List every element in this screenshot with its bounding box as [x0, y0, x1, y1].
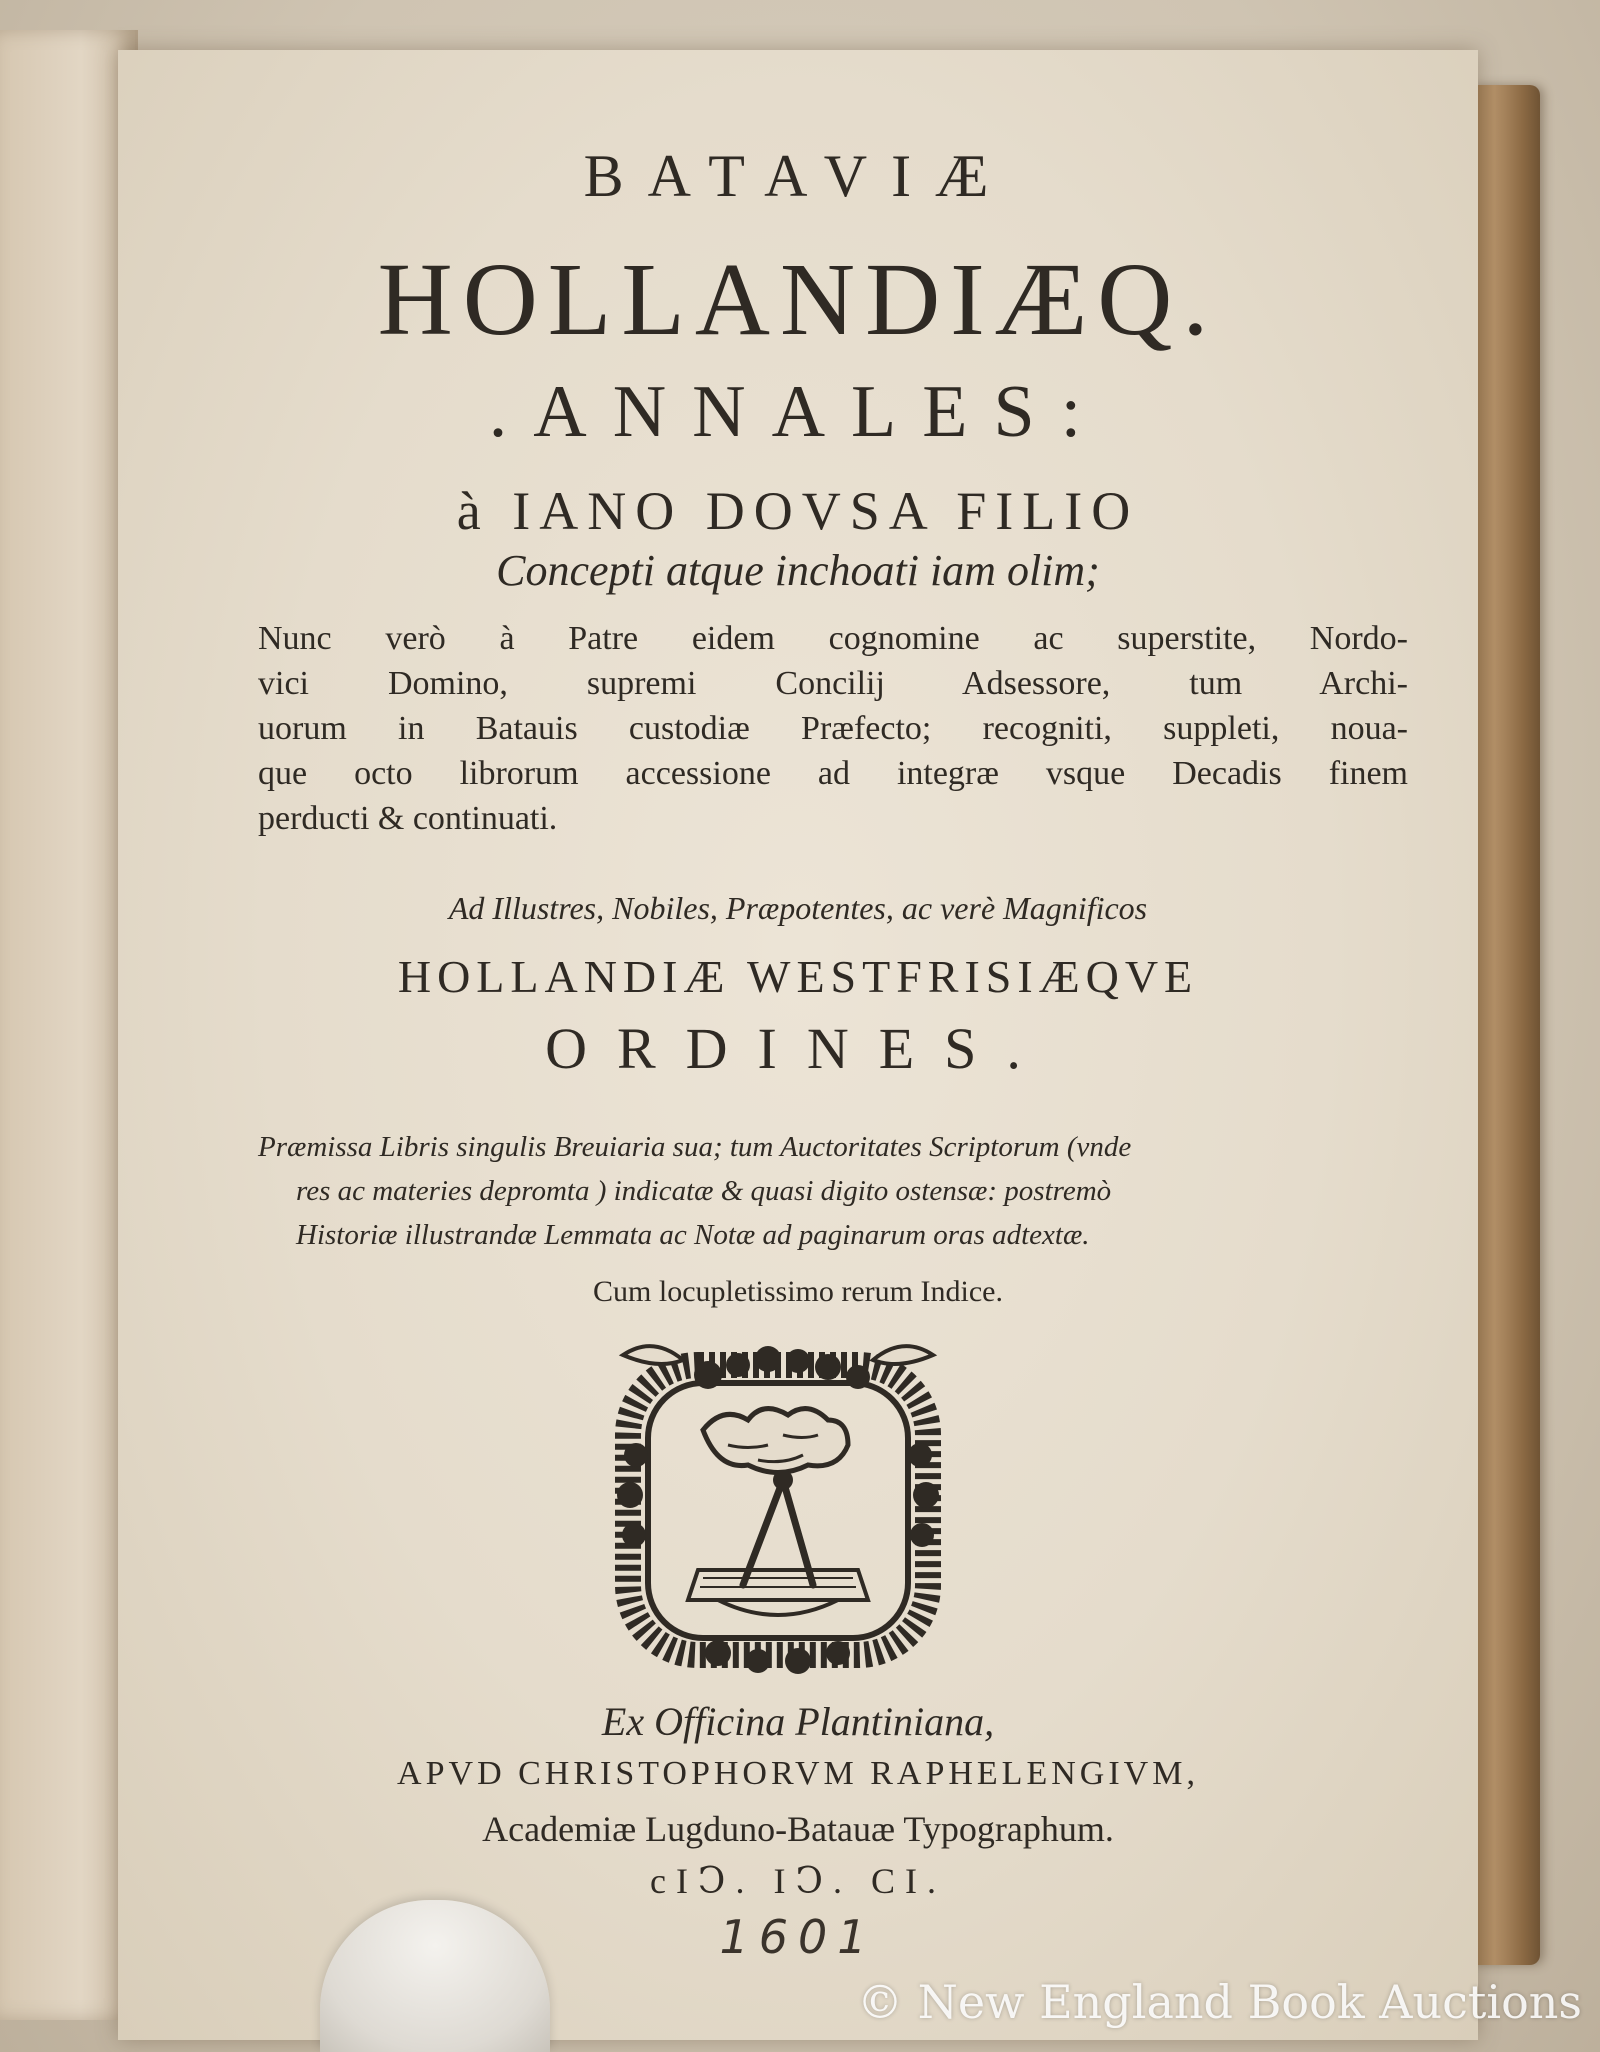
praemissa-line: res ac materies depromta ) indicatæ & quasi digito ostensæ: postremò [296, 1175, 1112, 1207]
praemissa-line: Præmissa Libris singulis Breuiaria sua; tum Auctoritates Scriptorum (vnde [258, 1131, 1132, 1163]
paragraph-line: que octo librorum accessione ad integræ vsque Decadis finem [258, 755, 1408, 792]
praemissa-paragraph [258, 1125, 1408, 1257]
paragraph-line: vici Domino, supremi Concilij Adsessore, tum Archi- [258, 665, 1408, 702]
date-roman: cIↃ. IↃ. CI. [649, 1861, 947, 1901]
dedication-line: Ad Illustres, Nobiles, Præpotentes, ac verè Magnificos [448, 890, 1148, 926]
title-line-annales: .ANNALES: [488, 371, 1108, 453]
index-line: Cum locupletissimo rerum Indice. [593, 1275, 1003, 1308]
title-page [118, 50, 1478, 2040]
imprint-line-3: Academiæ Lugduno-Batauæ Typographum. [482, 1809, 1114, 1849]
paragraph-line: uorum in Batauis custodiæ Præfecto; recogniti, suppleti, noua- [258, 710, 1408, 747]
watermark: © New England Book Auctions [857, 1975, 1582, 2029]
date-handwritten: 1601 [719, 1910, 877, 1964]
dedication-line-3: ORDINES. [545, 1016, 1051, 1081]
paragraph-line: Nunc verò à Patre eidem cognomine ac superstite, Nordo- [258, 620, 1408, 657]
paragraph-line: perducti & continuati. [258, 800, 558, 837]
imprint-line-1: Ex Officina Plantiniana, [601, 1699, 995, 1744]
imprint-line-2: APVD CHRISTOPHORVM RAPHELENGIVM, [397, 1755, 1199, 1792]
author-line: à IANO DOVSA FILIO [456, 481, 1140, 541]
printers-device-compass-icon [608, 1335, 948, 1675]
description-paragraph [258, 616, 1408, 841]
book-spine [1470, 85, 1540, 1965]
title-line-bataviae: BATAVIÆ [583, 143, 1013, 209]
title-line-hollandiaeq: HOLLANDIÆQ. [377, 242, 1219, 357]
praemissa-line: Historiæ illustrandæ Lemmata ac Notæ ad paginarum oras adtextæ. [296, 1219, 1090, 1251]
subtitle-line: Concepti atque inchoati iam olim; [496, 546, 1100, 595]
dedication-line-2: HOLLANDIÆ WESTFRISIÆQVE [397, 951, 1199, 1002]
